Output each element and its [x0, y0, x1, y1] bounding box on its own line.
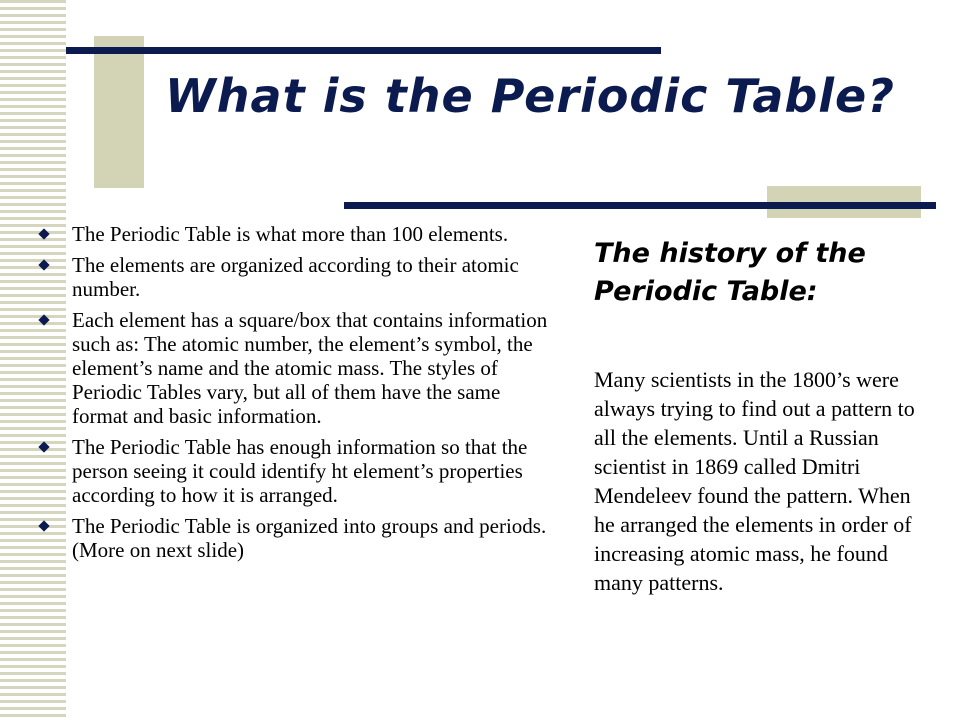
bullet-text: The Periodic Table has enough information so that the person seeing it could identify ht element’s properties according to how it is arranged.	[72, 435, 528, 507]
bullet-item	[36, 435, 558, 507]
diamond-bullet-icon	[38, 228, 49, 239]
bullet-text: The elements are organized according to their atomic number.	[72, 253, 519, 301]
decorative-block-left	[94, 36, 144, 188]
diamond-bullet-icon	[38, 314, 49, 325]
slide-title: What is the Periodic Table?	[165, 69, 895, 123]
diamond-bullet-icon	[38, 520, 49, 531]
bullet-item	[36, 308, 558, 428]
bullet-text: The Periodic Table is organized into groups and periods. (More on next slide)	[72, 514, 547, 562]
history-heading: The history of the Periodic Table:	[594, 238, 866, 307]
history-body: Many scientists in the 1800’s were always trying to find out a pattern to all the elements. Until a Russian scientist in 1869 called Dmitri Mendeleev found the pattern. When he arranged the elements in order of increasing atomic mass, he found many patterns.	[594, 367, 915, 595]
decorative-line-top	[66, 47, 661, 54]
diamond-bullet-icon	[38, 259, 49, 270]
decorative-line-bottom	[344, 202, 936, 209]
bullet-text: Each element has a square/box that contains information such as: The atomic number, the element’s symbol, the element’s name and the atomic mass. The styles of Periodic Tables vary, but all of them have the same format and basic information.	[72, 308, 548, 428]
bullet-item	[36, 253, 558, 301]
diamond-bullet-icon	[38, 441, 49, 452]
bullet-item	[36, 222, 558, 246]
bullet-text: The Periodic Table is what more than 100 elements.	[72, 222, 509, 246]
bullet-list	[36, 222, 558, 569]
bullet-item	[36, 514, 558, 562]
